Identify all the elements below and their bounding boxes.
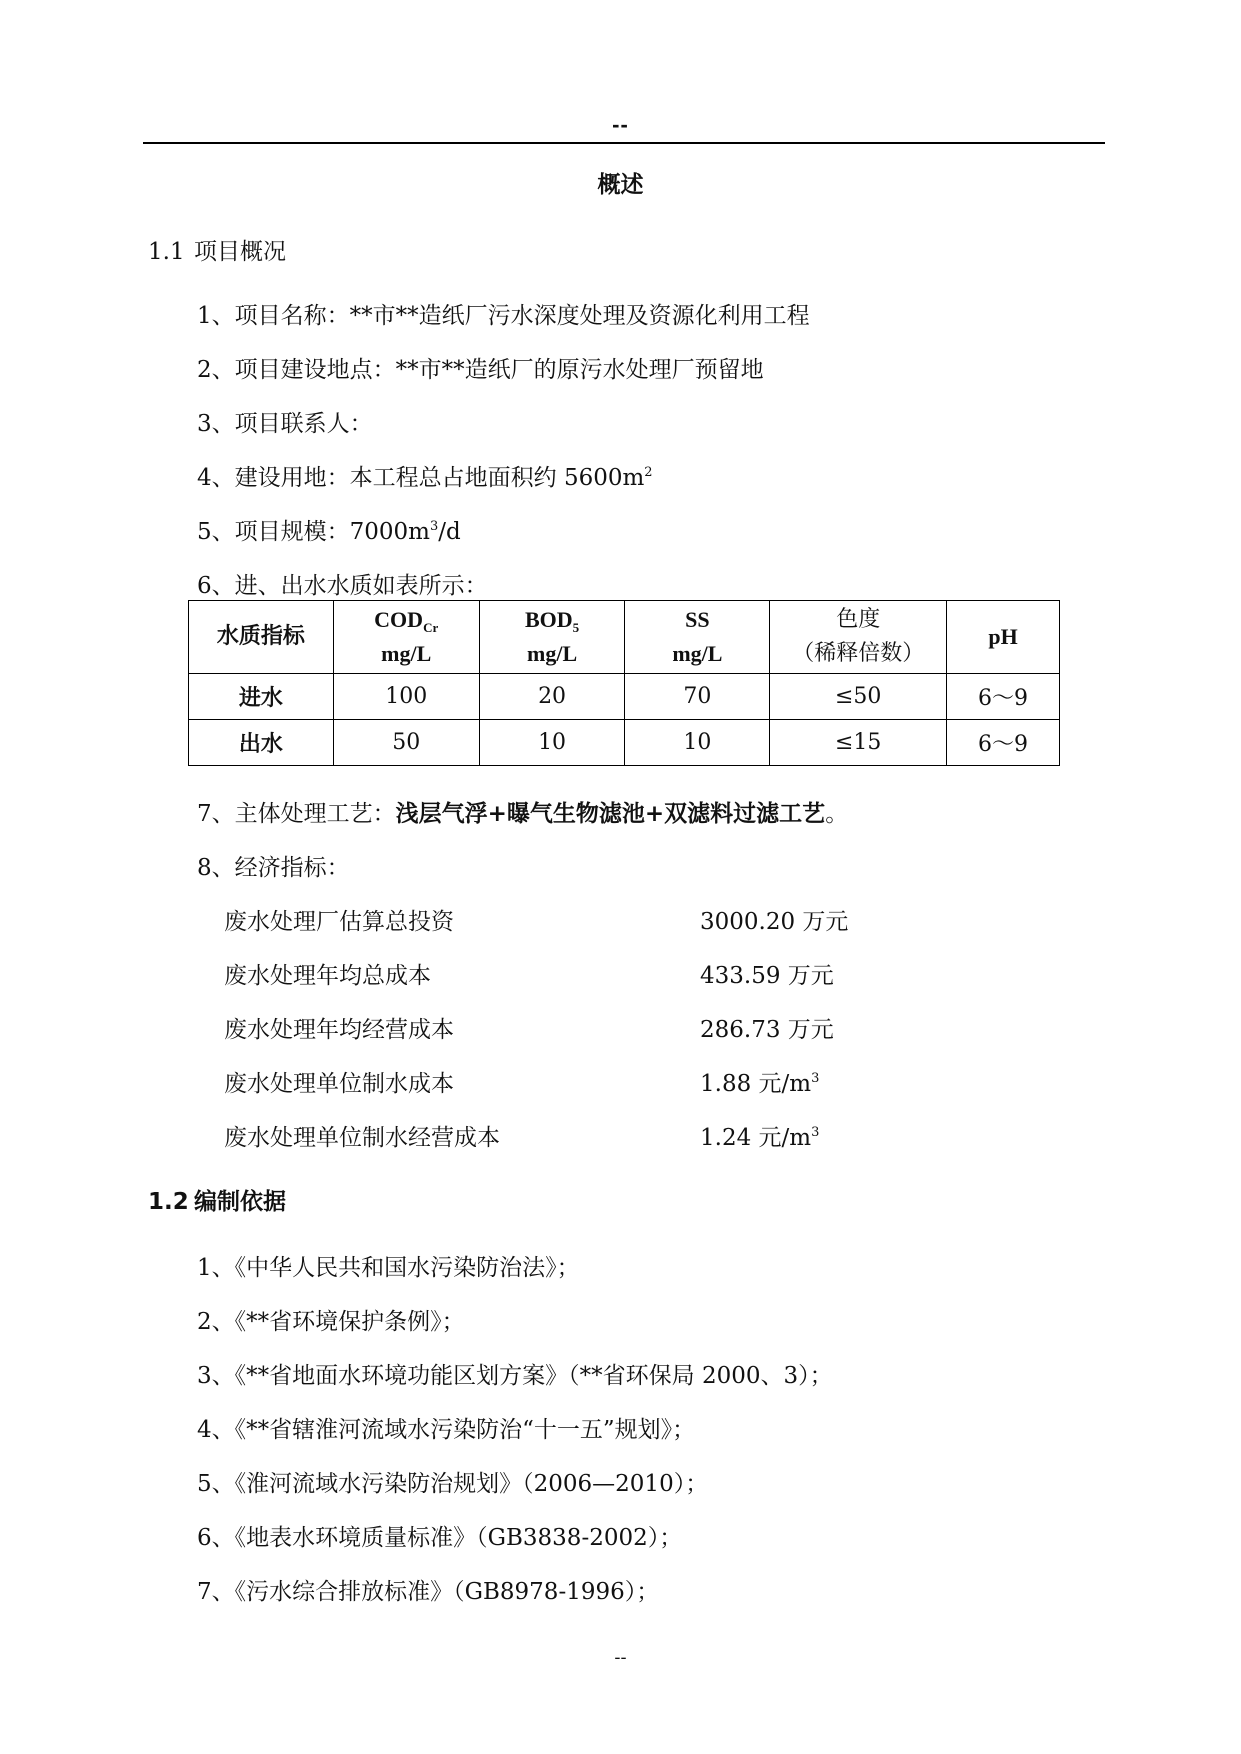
economics-value: 1.88 元$/m^3$ bbox=[700, 1071, 820, 1097]
land-use-item bbox=[197, 459, 653, 492]
page-footer-mark: -- bbox=[614, 1647, 627, 1668]
table-header-row bbox=[189, 601, 1060, 674]
header-bod: $BOD_5$ mg/L bbox=[479, 601, 625, 674]
reference-item: 2、《**省环境保护条例》； bbox=[197, 1309, 465, 1335]
section-number: 1.1 bbox=[148, 239, 185, 265]
reference-item: 6、《地表水环境质量标准》（GB3838-2002）； bbox=[197, 1525, 683, 1551]
process-suffix: 。 bbox=[825, 801, 849, 827]
economics-label: 废水处理单位制水经营成本 bbox=[224, 1125, 500, 1151]
scale-tail: /d bbox=[438, 519, 461, 545]
economics-row bbox=[224, 1011, 924, 1044]
reference-item: 3、《**省地面水环境功能区划方案》（**省环保局 2000、3）； bbox=[197, 1363, 833, 1389]
section-number: 1.2 bbox=[148, 1189, 189, 1215]
cell-cod: 100 bbox=[333, 674, 479, 720]
header-indicator: 水质指标 bbox=[189, 601, 334, 674]
water-quality-intro: 6、进、出水水质如表所示： bbox=[197, 573, 488, 599]
page-header-mark: -- bbox=[612, 112, 629, 137]
economics-label: 废水处理厂估算总投资 bbox=[224, 909, 454, 935]
economics-row bbox=[224, 957, 924, 990]
header-cod: $COD_{Cr}$ mg/L bbox=[333, 601, 479, 674]
economics-value: 3000.20 万元 bbox=[700, 909, 849, 935]
cell-ss: 70 bbox=[625, 674, 770, 720]
header-color: 色度 （稀释倍数） bbox=[770, 601, 947, 674]
header-ss: SS mg/L bbox=[625, 601, 770, 674]
process-prefix: 7、主体处理工艺： bbox=[197, 801, 396, 827]
economics-label: 废水处理年均经营成本 bbox=[224, 1017, 454, 1043]
land-use-sup: 2 bbox=[644, 465, 653, 480]
economics-label: 废水处理年均总成本 bbox=[224, 963, 431, 989]
process-name: 浅层气浮+曝气生物滤池+双滤料过滤工艺 bbox=[395, 801, 826, 827]
table-row bbox=[189, 720, 1060, 766]
economics-row bbox=[224, 1119, 924, 1152]
page-title: 概述 bbox=[597, 172, 644, 198]
project-contact-item: 3、项目联系人： bbox=[197, 411, 373, 437]
economics-value: 286.73 万元 bbox=[700, 1017, 834, 1043]
economics-value: 433.59 万元 bbox=[700, 963, 834, 989]
section-title: 编制依据 bbox=[194, 1189, 286, 1215]
row-label: 出水 bbox=[189, 720, 334, 766]
reference-item: 4、《**省辖淮河流域水污染防治“十一五”规划》； bbox=[197, 1417, 696, 1443]
economics-label: 废水处理单位制水成本 bbox=[224, 1071, 454, 1097]
water-quality-table bbox=[188, 600, 1060, 766]
cell-ss: 10 bbox=[625, 720, 770, 766]
cell-color: ≤50 bbox=[770, 674, 947, 720]
economics-heading: 8、经济指标： bbox=[197, 855, 350, 881]
cell-bod: 10 bbox=[479, 720, 625, 766]
economics-row bbox=[224, 1065, 924, 1098]
scale-text: 5、项目规模：7000m bbox=[197, 519, 430, 545]
reference-item: 5、《淮河流域水污染防治规划》（2006—2010）； bbox=[197, 1471, 709, 1497]
land-use-text: 4、建设用地：本工程总占地面积约 5600m bbox=[197, 465, 645, 491]
cell-color: ≤15 bbox=[770, 720, 947, 766]
economics-value: 1.24 元$/m^3$ bbox=[700, 1125, 820, 1151]
row-label: 进水 bbox=[189, 674, 334, 720]
section-heading-1-2 bbox=[148, 1183, 286, 1216]
reference-item: 1、《中华人民共和国水污染防治法》； bbox=[197, 1255, 580, 1281]
table-row bbox=[189, 674, 1060, 720]
section-title: 项目概况 bbox=[194, 239, 286, 265]
project-name-item: 1、项目名称：**市**造纸厂污水深度处理及资源化利用工程 bbox=[197, 303, 810, 329]
cell-bod: 20 bbox=[479, 674, 625, 720]
process-item bbox=[197, 795, 848, 828]
economics-row bbox=[224, 903, 924, 936]
cell-ph: 6～9 bbox=[947, 674, 1060, 720]
header-rule bbox=[143, 142, 1105, 144]
cell-cod: 50 bbox=[333, 720, 479, 766]
cell-ph: 6～9 bbox=[947, 720, 1060, 766]
header-ph: pH bbox=[947, 601, 1060, 674]
project-location-item: 2、项目建设地点：**市**造纸厂的原污水处理厂预留地 bbox=[197, 357, 764, 383]
section-heading-1-1 bbox=[148, 233, 286, 266]
scale-sup: 3 bbox=[429, 519, 439, 534]
reference-item: 7、《污水综合排放标准》（GB8978-1996）； bbox=[197, 1579, 660, 1605]
project-scale-item bbox=[197, 513, 461, 546]
